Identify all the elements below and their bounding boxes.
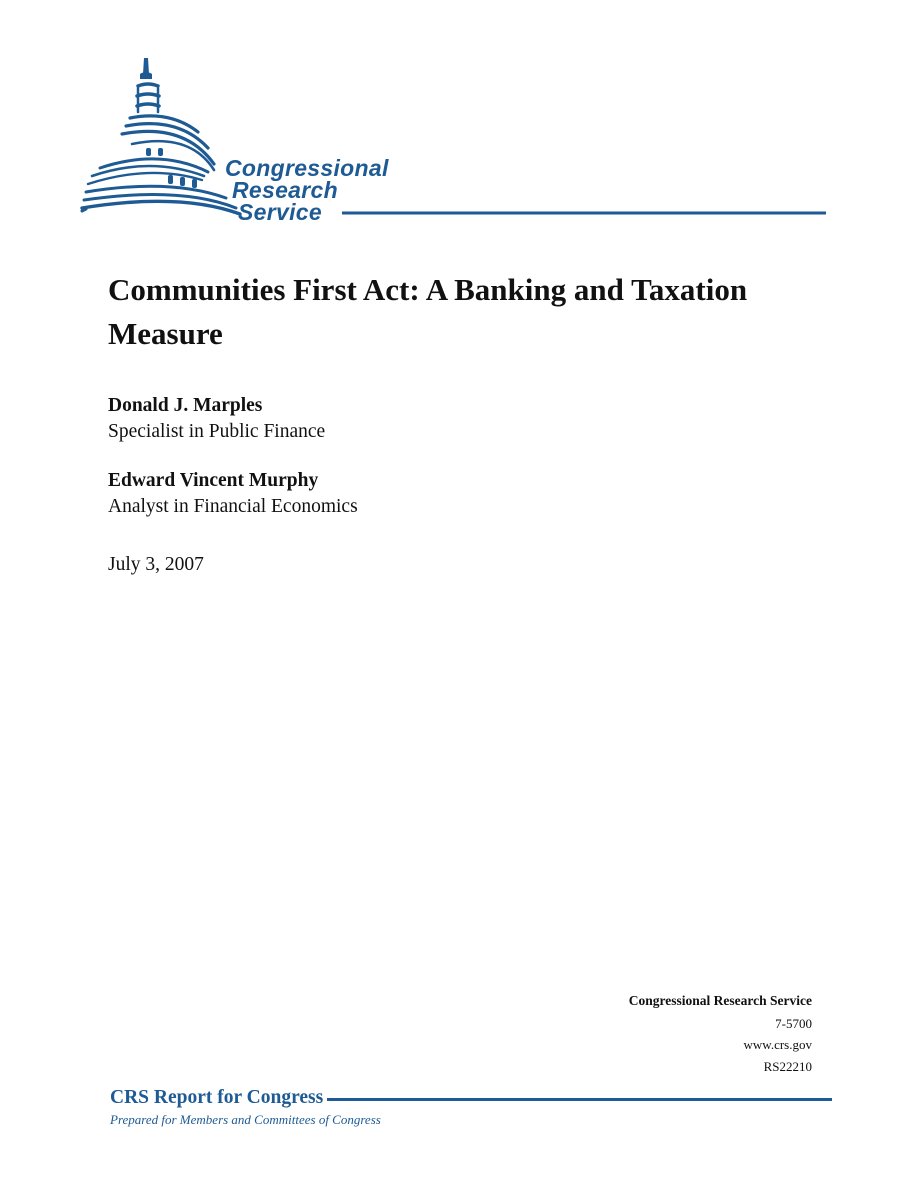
author-name: Edward Vincent Murphy — [108, 470, 319, 491]
meta-website: www.crs.gov — [743, 1037, 812, 1052]
logo-text-congressional: Congressional — [225, 155, 389, 181]
crs-logo — [80, 52, 840, 227]
footer-rule — [327, 1098, 832, 1101]
report-metadata — [629, 990, 812, 1077]
author-role: Specialist in Public Finance — [108, 421, 326, 442]
author-block — [108, 393, 325, 445]
footer-row — [110, 1086, 832, 1110]
footer-subtitle: Prepared for Members and Committees of Congress — [110, 1112, 381, 1127]
capitol-dome-icon — [80, 52, 840, 227]
logo-text-service: Service — [238, 199, 322, 225]
meta-report-number: RS22210 — [763, 1058, 812, 1074]
publication-date: July 3, 2007 — [108, 554, 204, 575]
author-name: Donald J. Marples — [108, 395, 263, 416]
document-title: Communities First Act: A Banking and Taxation Measure — [108, 272, 748, 351]
footer-title: CRS Report for Congress — [110, 1087, 324, 1108]
author-block — [108, 468, 358, 520]
meta-organization: Congressional Research Service — [628, 993, 812, 1008]
author-role: Analyst in Financial Economics — [108, 496, 358, 517]
logo-text-research: Research — [232, 177, 338, 203]
report-footer — [110, 1086, 832, 1129]
meta-phone: 7-5700 — [775, 1015, 812, 1031]
